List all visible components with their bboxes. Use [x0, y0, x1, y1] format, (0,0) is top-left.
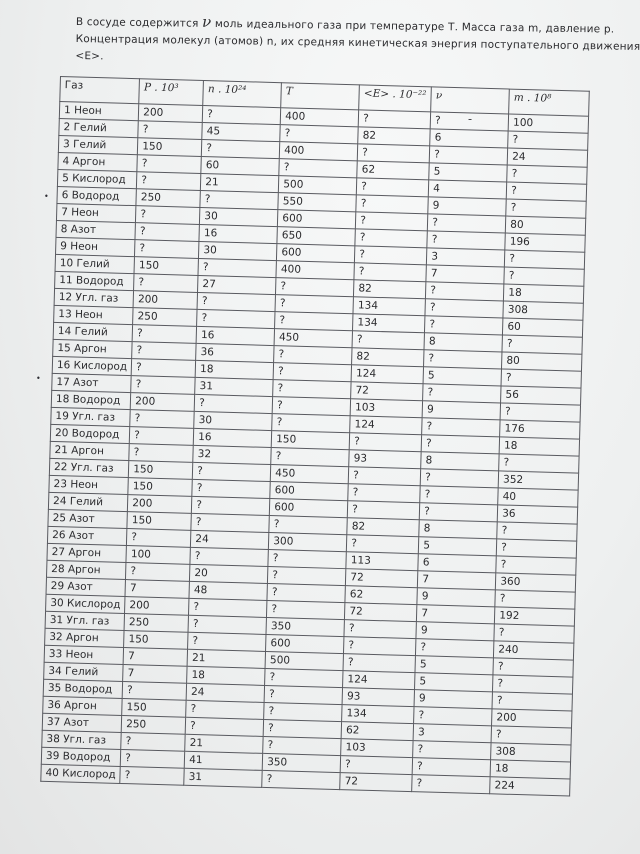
- cell-concentration: 30: [194, 411, 272, 430]
- cell-mass: 308: [503, 301, 583, 320]
- cell-temperature: ?: [273, 363, 351, 382]
- cell-temperature: ?: [264, 702, 342, 721]
- cell-gas: 24 Гелий: [48, 492, 128, 511]
- cell-pressure: 200: [133, 291, 197, 310]
- cell-pressure: ?: [120, 766, 184, 785]
- cell-gas: 29 Азот: [46, 577, 126, 596]
- cell-concentration: 41: [184, 751, 262, 770]
- cell-mass: ?: [501, 369, 581, 388]
- cell-temperature: ?: [267, 583, 345, 602]
- cell-nu: ?: [414, 707, 492, 726]
- cell-pressure: 150: [127, 512, 191, 531]
- cell-mass: ?: [492, 692, 572, 711]
- cell-temperature: ?: [275, 295, 353, 314]
- cell-gas: 35 Водород: [43, 679, 123, 698]
- column-header-energy: <E> . 10⁻²²: [359, 85, 432, 112]
- cell-concentration: 31: [184, 768, 262, 787]
- cell-pressure: 250: [133, 308, 197, 327]
- cell-mass: ?: [493, 658, 573, 677]
- cell-nu: 3: [427, 248, 505, 267]
- cell-mass: 18: [499, 437, 579, 456]
- column-header-temperature: T: [281, 83, 360, 110]
- cell-energy: 62: [345, 586, 417, 605]
- cell-gas: 13 Неон: [54, 305, 134, 324]
- cell-gas: 39 Водород: [41, 747, 121, 766]
- nu-handwritten-symbol: ν: [201, 12, 212, 31]
- cell-temperature: ?: [263, 736, 341, 755]
- cell-nu: 5: [423, 367, 501, 386]
- cell-nu: ?: [425, 316, 503, 335]
- cell-pressure: ?: [132, 342, 196, 361]
- cell-nu: 7: [426, 265, 504, 284]
- cell-energy: 82: [354, 280, 426, 299]
- cell-temperature: ?: [267, 600, 345, 619]
- cell-mass: 24: [507, 148, 587, 167]
- column-header-nu: ν: [431, 87, 510, 114]
- cell-mass: ?: [495, 590, 575, 609]
- cell-pressure: ?: [132, 325, 196, 344]
- column-header-concentration: n . 10²⁴: [203, 81, 282, 108]
- cell-gas: 1 Неон: [59, 102, 139, 121]
- cell-nu: ?: [423, 384, 501, 403]
- cell-concentration: ?: [189, 598, 267, 617]
- cell-concentration: 16: [196, 326, 274, 345]
- cell-energy: 93: [349, 450, 421, 469]
- cell-temperature: 650: [277, 227, 355, 246]
- cell-energy: ?: [340, 756, 412, 775]
- cell-concentration: ?: [197, 309, 275, 328]
- cell-pressure: 150: [138, 138, 202, 157]
- cell-nu: 7: [418, 571, 496, 590]
- cell-mass: 60: [503, 318, 583, 337]
- cell-gas: 33 Неон: [44, 645, 124, 664]
- cell-temperature: ?: [268, 567, 346, 586]
- cell-mass: ?: [508, 131, 588, 150]
- cell-mass: 176: [500, 420, 580, 439]
- cell-mass: 80: [506, 216, 586, 235]
- cell-concentration: 27: [198, 275, 276, 294]
- cell-mass: 196: [505, 233, 585, 252]
- cell-mass: 100: [508, 114, 588, 133]
- cell-pressure: ?: [138, 121, 202, 140]
- cell-gas: 32 Аргон: [45, 628, 125, 647]
- cell-mass: ?: [506, 182, 586, 201]
- statement-line-1-end: моль идеального газа при температуре Т. Масса газа m, давление р.: [214, 17, 615, 36]
- cell-gas: 17 Азот: [52, 373, 132, 392]
- cell-nu: ?: [420, 486, 498, 505]
- cell-nu: ?: [412, 758, 490, 777]
- cell-gas: 14 Гелий: [53, 322, 133, 341]
- cell-temperature: 600: [270, 482, 348, 501]
- cell-nu: ?: [413, 741, 491, 760]
- cell-concentration: ?: [192, 479, 270, 498]
- problem-statement: [75, 12, 640, 72]
- cell-energy: 134: [353, 314, 425, 333]
- cell-gas: 38 Угл. газ: [42, 730, 122, 749]
- cell-energy: ?: [355, 246, 427, 265]
- cell-concentration: 45: [202, 122, 280, 141]
- cell-nu: ?: [412, 775, 490, 794]
- cell-nu: ?: [419, 503, 497, 522]
- cell-gas: 20 Водород: [50, 424, 130, 443]
- cell-gas: 37 Азот: [42, 713, 122, 732]
- cell-energy: 82: [347, 518, 419, 537]
- cell-temperature: 600: [266, 634, 344, 653]
- cell-pressure: 200: [130, 393, 194, 412]
- cell-gas: 19 Угл. газ: [51, 407, 131, 426]
- cell-pressure: ?: [135, 240, 199, 259]
- cell-gas: 31 Угл. газ: [45, 611, 125, 630]
- cell-gas: 34 Гелий: [44, 662, 124, 681]
- cell-gas: 2 Гелий: [59, 118, 139, 137]
- cell-mass: ?: [500, 403, 580, 422]
- cell-gas: 27 Аргон: [47, 543, 127, 562]
- cell-pressure: 250: [121, 715, 185, 734]
- cell-mass: 240: [494, 641, 574, 660]
- cell-concentration: 21: [201, 173, 279, 192]
- cell-gas: 10 Гелий: [55, 254, 135, 273]
- cell-concentration: 18: [195, 360, 273, 379]
- cell-temperature: ?: [279, 159, 357, 178]
- cell-temperature: ?: [271, 448, 349, 467]
- cell-pressure: ?: [137, 155, 201, 174]
- cell-nu: 7: [417, 605, 495, 624]
- cell-gas: 36 Аргон: [43, 696, 123, 715]
- cell-energy: ?: [344, 620, 416, 639]
- cell-concentration: ?: [202, 106, 280, 125]
- cell-gas: 23 Неон: [49, 475, 129, 494]
- cell-concentration: 21: [185, 734, 263, 753]
- cell-temperature: 400: [280, 142, 358, 161]
- cell-pressure: ?: [129, 427, 193, 446]
- cell-nu: ?: [421, 435, 499, 454]
- cell-energy: 124: [343, 671, 415, 690]
- cell-energy: ?: [348, 484, 420, 503]
- cell-pressure: ?: [126, 563, 190, 582]
- cell-gas: 25 Азот: [48, 509, 128, 528]
- cell-temperature: 300: [269, 533, 347, 552]
- cell-gas: 11 Водород: [55, 271, 135, 290]
- cell-gas: 21 Аргон: [50, 441, 130, 460]
- cell-pressure: ?: [122, 681, 186, 700]
- cell-mass: 192: [495, 607, 575, 626]
- statement-line-2: Концентрация молекул (атомов) n, их средняя кинетическая энергия поступательного движения: [75, 32, 640, 53]
- cell-energy: ?: [348, 501, 420, 520]
- cell-mass: ?: [504, 267, 584, 286]
- cell-temperature: ?: [263, 719, 341, 738]
- cell-concentration: 16: [193, 428, 271, 447]
- cell-concentration: 32: [193, 445, 271, 464]
- cell-energy: ?: [344, 637, 416, 656]
- cell-pressure: 150: [134, 257, 198, 276]
- cell-nu: 5: [415, 656, 493, 675]
- cell-pressure: ?: [137, 172, 201, 191]
- margin-dot-mark: •: [44, 192, 49, 201]
- cell-temperature: 500: [265, 651, 343, 670]
- cell-temperature: 600: [277, 244, 355, 263]
- cell-concentration: 31: [195, 377, 273, 396]
- cell-energy: ?: [357, 144, 429, 163]
- cell-nu: 3: [413, 724, 491, 743]
- cell-gas: 40 Кислород: [41, 764, 121, 783]
- cell-gas: 30 Кислород: [46, 594, 126, 613]
- cell-gas: 12 Угл. газ: [54, 288, 134, 307]
- cell-temperature: ?: [264, 685, 342, 704]
- cell-gas: 9 Неон: [56, 237, 136, 256]
- cell-mass: ?: [499, 454, 579, 473]
- cell-temperature: ?: [280, 125, 358, 144]
- cell-pressure: 7: [123, 664, 187, 683]
- cell-pressure: 7: [125, 580, 189, 599]
- cell-temperature: ?: [265, 668, 343, 687]
- cell-temperature: ?: [269, 516, 347, 535]
- cell-energy: 72: [345, 603, 417, 622]
- cell-concentration: ?: [186, 700, 264, 719]
- cell-gas: 5 Кислород: [57, 169, 137, 188]
- table-body: [41, 102, 589, 797]
- cell-temperature: ?: [276, 278, 354, 297]
- cell-concentration: ?: [191, 513, 269, 532]
- cell-concentration: ?: [202, 139, 280, 158]
- cell-mass: ?: [494, 624, 574, 643]
- cell-nu: ?: [420, 469, 498, 488]
- cell-nu: 5: [419, 537, 497, 556]
- cell-energy: 113: [346, 552, 418, 571]
- cell-concentration: 30: [199, 241, 277, 260]
- cell-concentration: 20: [190, 564, 268, 583]
- data-table: [40, 76, 590, 797]
- cell-mass: ?: [496, 556, 576, 575]
- cell-concentration: ?: [198, 258, 276, 277]
- cell-energy: ?: [343, 654, 415, 673]
- cell-energy: 124: [351, 365, 423, 384]
- cell-temperature: 400: [280, 108, 358, 127]
- cell-energy: 72: [346, 569, 418, 588]
- cell-temperature: 600: [270, 499, 348, 518]
- cell-mass: 18: [504, 284, 584, 303]
- cell-gas: 7 Неон: [56, 203, 136, 222]
- cell-pressure: 150: [129, 461, 193, 480]
- cell-nu: 9: [414, 690, 492, 709]
- cell-temperature: ?: [262, 770, 340, 789]
- statement-line-1-start: В сосуде содержится: [75, 15, 199, 30]
- cell-temperature: 500: [279, 176, 357, 195]
- cell-energy: ?: [352, 331, 424, 350]
- cell-mass: ?: [493, 675, 573, 694]
- cell-nu: 9: [416, 622, 494, 641]
- cell-mass: 360: [496, 573, 576, 592]
- data-table-wrapper: [40, 76, 590, 797]
- cell-energy: 62: [357, 161, 429, 180]
- cell-energy: 103: [350, 399, 422, 418]
- cell-nu: ?: [426, 282, 504, 301]
- cell-temperature: ?: [272, 414, 350, 433]
- cell-nu: 9: [428, 197, 506, 216]
- margin-dot-mark: •: [36, 374, 41, 383]
- cell-concentration: 60: [201, 156, 279, 175]
- cell-pressure: 200: [139, 104, 203, 123]
- cell-mass: 80: [502, 352, 582, 371]
- cell-pressure: 250: [136, 189, 200, 208]
- cell-concentration: 48: [189, 581, 267, 600]
- cell-pressure: 250: [124, 614, 188, 633]
- cell-pressure: 7: [123, 648, 187, 667]
- cell-pressure: 200: [125, 597, 189, 616]
- cell-concentration: 16: [199, 224, 277, 243]
- cell-energy: 82: [352, 348, 424, 367]
- cell-nu: 9: [422, 401, 500, 420]
- cell-energy: 124: [350, 416, 422, 435]
- column-header-gas: Газ: [60, 77, 140, 104]
- cell-energy: ?: [354, 263, 426, 282]
- cell-concentration: 21: [187, 649, 265, 668]
- cell-concentration: ?: [185, 717, 263, 736]
- cell-mass: ?: [491, 726, 571, 745]
- cell-pressure: ?: [134, 274, 198, 293]
- cell-concentration: ?: [188, 632, 266, 651]
- cell-temperature: ?: [275, 312, 353, 331]
- cell-temperature: 150: [271, 431, 349, 450]
- cell-mass: ?: [507, 165, 587, 184]
- cell-mass: ?: [497, 522, 577, 541]
- cell-nu: 5: [415, 673, 493, 692]
- cell-temperature: 600: [278, 210, 356, 229]
- cell-pressure: 150: [128, 478, 192, 497]
- cell-gas: 28 Аргон: [46, 560, 126, 579]
- cell-mass: ?: [497, 539, 577, 558]
- cell-gas: 18 Водород: [51, 390, 131, 409]
- cell-pressure: ?: [127, 529, 191, 548]
- cell-nu: ?: [424, 350, 502, 369]
- cell-mass: ?: [506, 199, 586, 218]
- cell-energy: ?: [358, 110, 430, 129]
- cell-pressure: ?: [121, 732, 185, 751]
- cell-concentration: ?: [200, 190, 278, 209]
- cell-concentration: 24: [186, 683, 264, 702]
- cell-energy: 134: [342, 705, 414, 724]
- cell-nu: ?: [422, 418, 500, 437]
- cell-mass: 40: [498, 488, 578, 507]
- cell-nu: 6: [430, 129, 508, 148]
- cell-mass: ?: [502, 335, 582, 354]
- cell-nu: ?: [427, 231, 505, 250]
- cell-concentration: 24: [191, 530, 269, 549]
- cell-pressure: 200: [128, 495, 192, 514]
- cell-mass: 308: [491, 743, 571, 762]
- cell-mass: 56: [501, 386, 581, 405]
- cell-temperature: 350: [262, 753, 340, 772]
- cell-energy: ?: [348, 467, 420, 486]
- cell-concentration: ?: [192, 496, 270, 515]
- cell-concentration: ?: [193, 462, 271, 481]
- cell-energy: 62: [341, 722, 413, 741]
- column-header-mass: m . 10⁸: [509, 89, 590, 116]
- cell-concentration: ?: [190, 547, 268, 566]
- cell-gas: 26 Азот: [47, 526, 127, 545]
- cell-pressure: 150: [122, 698, 186, 717]
- cell-nu: ?: [425, 299, 503, 318]
- cell-energy: 82: [358, 127, 430, 146]
- cell-concentration: ?: [188, 615, 266, 634]
- cell-temperature: 400: [276, 261, 354, 280]
- cell-nu: 8: [419, 520, 497, 539]
- cell-energy: ?: [356, 195, 428, 214]
- cell-gas: 22 Угл. газ: [49, 458, 129, 477]
- column-header-pressure: P . 10³: [139, 79, 204, 106]
- cell-temperature: 450: [274, 329, 352, 348]
- cell-nu: 6: [418, 554, 496, 573]
- cell-energy: ?: [357, 178, 429, 197]
- cell-nu: 4: [429, 180, 507, 199]
- cell-nu: ?: [430, 112, 508, 131]
- cell-energy: 72: [351, 382, 423, 401]
- cell-pressure: 100: [126, 546, 190, 565]
- cell-mass: 200: [492, 709, 572, 728]
- cell-energy: 134: [353, 297, 425, 316]
- cell-energy: 103: [341, 739, 413, 758]
- cell-nu: ?: [429, 146, 507, 165]
- cell-gas: 3 Гелий: [58, 135, 138, 154]
- cell-concentration: ?: [194, 394, 272, 413]
- cell-concentration: 30: [200, 207, 278, 226]
- cell-gas: 4 Аргон: [58, 152, 138, 171]
- statement-line-3: <E>.: [75, 49, 104, 63]
- cell-temperature: 350: [266, 617, 344, 636]
- cell-nu: 8: [424, 333, 502, 352]
- cell-pressure: ?: [131, 359, 195, 378]
- cell-gas: 6 Водород: [57, 186, 137, 205]
- cell-temperature: ?: [268, 550, 346, 569]
- cell-mass: 352: [498, 471, 578, 490]
- cell-pressure: ?: [135, 223, 199, 242]
- cell-energy: 72: [340, 773, 412, 792]
- cell-concentration: 36: [196, 343, 274, 362]
- cell-pressure: 150: [124, 631, 188, 650]
- cell-gas: 8 Азот: [56, 220, 136, 239]
- cell-pressure: ?: [120, 749, 184, 768]
- cell-gas: 15 Аргон: [53, 339, 133, 358]
- cell-mass: ?: [505, 250, 585, 269]
- cell-nu: ?: [428, 214, 506, 233]
- cell-temperature: ?: [273, 380, 351, 399]
- cell-energy: 93: [342, 688, 414, 707]
- cell-nu: ?: [416, 639, 494, 658]
- cell-pressure: ?: [131, 376, 195, 395]
- cell-temperature: 550: [278, 193, 356, 212]
- cell-concentration: ?: [197, 292, 275, 311]
- cell-gas: 16 Кислород: [52, 356, 132, 375]
- cell-nu: 9: [417, 588, 495, 607]
- cell-mass: 36: [497, 505, 577, 524]
- cell-pressure: ?: [129, 444, 193, 463]
- stray-pen-dash: -: [468, 112, 473, 126]
- cell-pressure: ?: [130, 410, 194, 429]
- cell-mass: 18: [490, 760, 570, 779]
- cell-energy: ?: [349, 433, 421, 452]
- cell-energy: ?: [356, 212, 428, 231]
- cell-energy: ?: [347, 535, 419, 554]
- cell-temperature: 450: [270, 465, 348, 484]
- cell-nu: 8: [421, 452, 499, 471]
- cell-energy: ?: [355, 229, 427, 248]
- cell-mass: 224: [490, 777, 570, 796]
- cell-temperature: ?: [272, 397, 350, 416]
- cell-pressure: ?: [136, 206, 200, 225]
- cell-temperature: ?: [274, 346, 352, 365]
- cell-nu: 5: [429, 163, 507, 182]
- cell-concentration: 18: [187, 666, 265, 685]
